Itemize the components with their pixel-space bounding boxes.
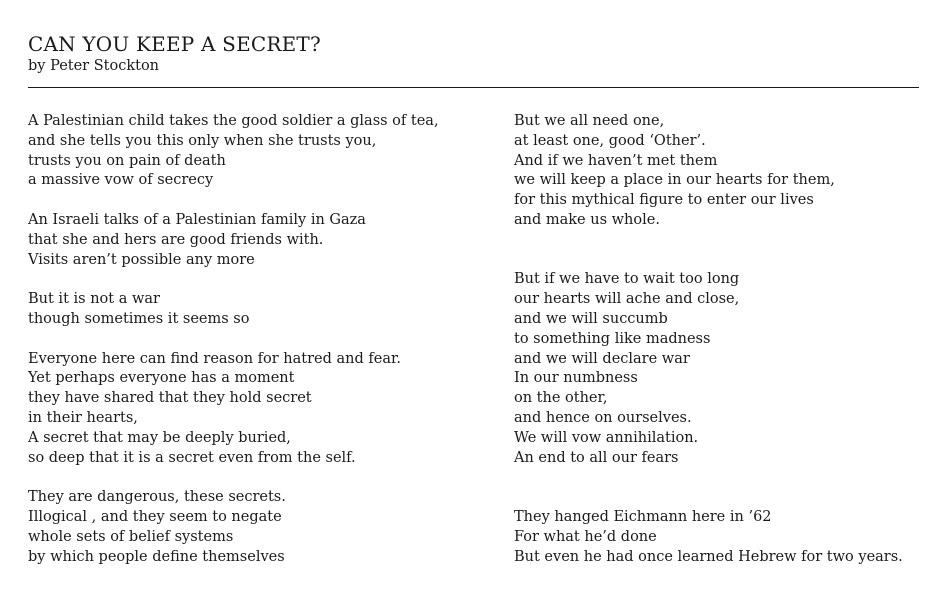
poem-line: A secret that may be deeply buried, [28,429,291,446]
poem-line: and she tells you this only when she trusts you, [28,132,377,149]
poem-line: we will keep a place in our hearts for them, [514,172,835,189]
stanza [28,211,439,270]
poem-line: But if we have to wait too long [514,271,740,288]
poem-line: An end to all our fears [514,449,679,466]
poem-line: our hearts will ache and close, [514,291,740,308]
poem-line: by which people define themselves [28,548,285,565]
poem-line: But even he had once learned Hebrew for two years. [514,548,903,565]
poem-title: CAN YOU KEEP A SECRET? [28,32,321,56]
poem-line: A Palestinian child takes the good soldier a glass of tea, [28,113,439,129]
poem-line: for this mythical figure to enter our lives [514,192,814,209]
poem-line: they have shared that they hold secret [28,390,312,407]
stanza [28,290,439,330]
poem-line: Yet perhaps everyone has a moment [28,370,295,387]
poem-line: They hanged Eichmann here in ’62 [514,508,772,525]
poem-line: But it is not a war [28,291,160,308]
stanza [514,270,903,468]
poem-line: Visits aren’t possible any more [28,251,255,268]
poem-line: In our numbness [514,370,638,387]
poem-line: For what he’d done [514,528,657,545]
stanza [514,112,903,231]
poem-line: trusts you on pain of death [28,152,226,169]
poem-byline: by Peter Stockton [28,58,160,74]
poem-line: whole sets of belief systems [28,528,234,545]
poem-line: though sometimes it seems so [28,310,250,327]
poem-line: in their hearts, [28,409,138,426]
poem-line: and make us whole. [514,211,660,228]
poem-line: They are dangerous, these secrets. [28,489,286,506]
poem-line: so deep that it is a secret even from the self. [28,449,356,466]
poem-line: Illogical , and they seem to negate [28,508,282,525]
poem-line: on the other, [514,390,608,407]
poem-line: An Israeli talks of a Palestinian family in Gaza [28,211,366,228]
poem-line: and we will declare war [514,350,690,367]
stanza [28,488,439,567]
stanza [28,112,439,191]
stanza [28,350,439,469]
poem-line: Everyone here can find reason for hatred and fear. [28,350,401,367]
poem-column-left [28,112,439,567]
poem-line: a massive vow of secrecy [28,172,214,189]
poem-line: to something like madness [514,330,711,347]
poem-column-right [514,112,903,567]
poem-line: that she and hers are good friends with. [28,231,324,248]
title-divider [28,87,919,88]
poem-line: at least one, good ‘Other’. [514,132,706,149]
poem-line: And if we haven’t met them [514,152,718,169]
poem-line: and we will succumb [514,310,668,327]
poem-line: But we all need one, [514,113,665,129]
poem-line: We will vow annihilation. [514,429,699,446]
stanza [514,508,903,567]
poem-line: and hence on ourselves. [514,409,692,426]
